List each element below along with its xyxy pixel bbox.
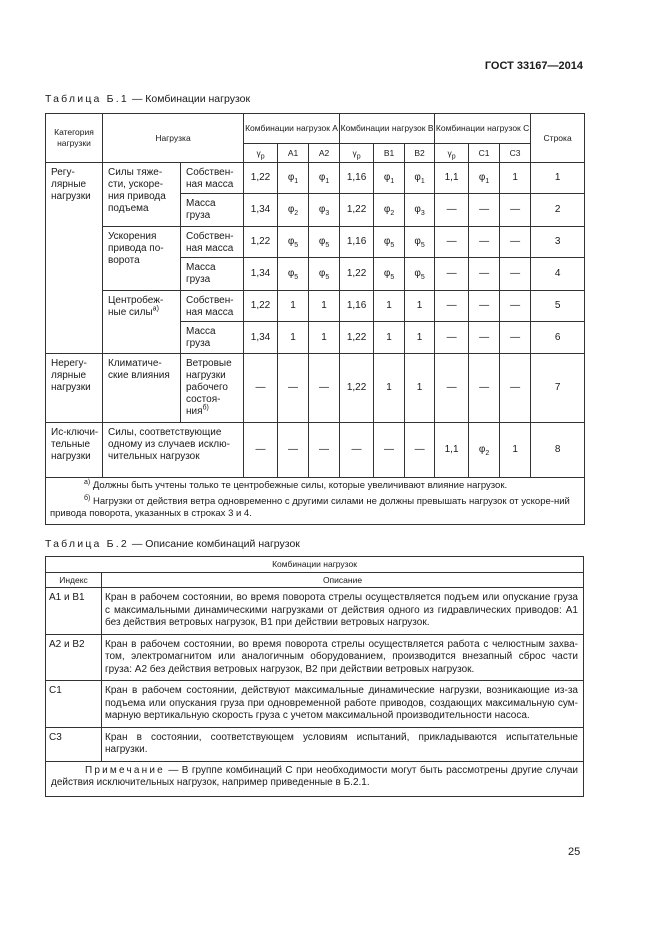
page-number: 25 xyxy=(568,846,581,858)
combo-index: А2 и В2 xyxy=(46,634,102,681)
table1-caption-text: — Комбинации нагрузок xyxy=(128,93,251,105)
cell: — xyxy=(500,227,531,258)
load-test: Силы, соответствующие одному из случаев исклю-чительных нагрузок xyxy=(103,423,244,478)
row-number: 5 xyxy=(531,291,585,322)
header-gamma-c: $\gamma_p$ xyxy=(435,144,469,163)
header-c1: С1 xyxy=(469,144,500,163)
cell: 1 xyxy=(405,291,435,322)
document-header: ГОСТ 33167—2014 xyxy=(484,60,583,72)
cell: 1,1 xyxy=(435,163,469,194)
table-note-row xyxy=(46,761,584,796)
cell: $\varphi_1$ xyxy=(405,163,435,194)
cell: 1 xyxy=(374,354,405,423)
cell: 1,34 xyxy=(244,258,278,291)
cell: 1,1 xyxy=(435,423,469,478)
header-gamma-a: $\gamma_p$ xyxy=(244,144,278,163)
header-combo-a: Комбинации нагрузок А xyxy=(244,114,340,144)
header-a1: А1 xyxy=(278,144,309,163)
footnotes-cell xyxy=(46,478,585,525)
header-index: Индекс xyxy=(46,573,102,588)
cell: — xyxy=(500,258,531,291)
cell: — xyxy=(469,227,500,258)
table2-caption-text: — Описание комбинаций нагрузок xyxy=(128,538,300,550)
cell: — xyxy=(500,354,531,423)
cell: — xyxy=(435,354,469,423)
header-load: Нагрузка xyxy=(103,114,244,163)
cell: 1,22 xyxy=(340,258,374,291)
cell: — xyxy=(469,291,500,322)
cell: $\varphi_1$ xyxy=(278,163,309,194)
header-category: Категория нагрузки xyxy=(46,114,103,163)
cell: 1,22 xyxy=(340,194,374,227)
cell: $\varphi_2$ xyxy=(278,194,309,227)
table-row xyxy=(46,163,585,194)
header-a2: А2 xyxy=(309,144,340,163)
table-row xyxy=(46,634,584,681)
cell: 1 xyxy=(374,322,405,354)
table2-caption xyxy=(45,538,300,550)
cell: — xyxy=(500,322,531,354)
cell: 1,16 xyxy=(340,163,374,194)
cell: — xyxy=(435,258,469,291)
cell: $\varphi_5$ xyxy=(405,227,435,258)
header-b1: В1 xyxy=(374,144,405,163)
row-number: 1 xyxy=(531,163,585,194)
cell: 1 xyxy=(278,291,309,322)
sub-load: Собствен-ная масса xyxy=(181,163,244,194)
header-row: Строка xyxy=(531,114,585,163)
cell: 1,34 xyxy=(244,322,278,354)
header-combo-b: Комбинации нагрузок В xyxy=(340,114,435,144)
table2-note: Примечание — В группе комбинаций С при необходимости могут быть рассмотрены другие случаи действия исключительных нагрузок, например приведенные в Б.2.1. xyxy=(46,761,584,796)
row-number: 4 xyxy=(531,258,585,291)
cell: 1,22 xyxy=(244,227,278,258)
cell: — xyxy=(435,227,469,258)
table-row xyxy=(46,588,584,635)
cell: 1,34 xyxy=(244,194,278,227)
cell: $\varphi_5$ xyxy=(374,227,405,258)
header-b2: В2 xyxy=(405,144,435,163)
row-number: 2 xyxy=(531,194,585,227)
cell: — xyxy=(500,194,531,227)
cell: — xyxy=(278,354,309,423)
cell: — xyxy=(309,354,340,423)
table1-caption-label: Таблица Б.1 xyxy=(45,93,129,105)
table-row xyxy=(46,354,585,423)
cell: $\varphi_5$ xyxy=(309,258,340,291)
cell: $\varphi_5$ xyxy=(278,258,309,291)
cell: — xyxy=(340,423,374,478)
footnote-a: $^{а)}$ Должны быть учтены только те центробежные силы, которые увеличивают влияние нагрузок. xyxy=(84,478,508,491)
cell: 1 xyxy=(405,354,435,423)
header-description: Описание xyxy=(102,573,584,588)
cell: 1 xyxy=(374,291,405,322)
cell: — xyxy=(244,423,278,478)
cell: — xyxy=(469,322,500,354)
cell: 1 xyxy=(278,322,309,354)
cell: 1,22 xyxy=(244,291,278,322)
row-number: 7 xyxy=(531,354,585,423)
header-gamma-b: $\gamma_p$ xyxy=(340,144,374,163)
cell: 1 xyxy=(405,322,435,354)
cell: $\varphi_5$ xyxy=(278,227,309,258)
cell: 1,16 xyxy=(340,227,374,258)
cell: $\varphi_1$ xyxy=(374,163,405,194)
group-regular: Регу-лярные нагрузки xyxy=(46,163,103,354)
cell: $\varphi_5$ xyxy=(374,258,405,291)
sub-load-wind: Ветровые нагрузки рабочего состоя-ния$^{б)}$ xyxy=(181,354,244,423)
load-combinations-table xyxy=(45,113,585,525)
group-irregular: Нерегу-лярные нагрузки xyxy=(46,354,103,423)
cell: $\varphi_3$ xyxy=(309,194,340,227)
cell: 1,16 xyxy=(340,291,374,322)
load-slew: Ускорения привода по-ворота xyxy=(103,227,181,291)
cell: — xyxy=(244,354,278,423)
footnote-b: $^{б)}$ Нагрузки от действия ветра одновременно с другими силами не должны превышать нагрузок от ускоре-ний привода поворота, указанных в строках 3 и 4. xyxy=(50,494,570,519)
cell: $\varphi_1$ xyxy=(309,163,340,194)
cell: $\varphi_2$ xyxy=(374,194,405,227)
table-row xyxy=(46,681,584,728)
load-centrifugal: Центробеж-ные силы$^{а)}$ xyxy=(103,291,181,354)
table-row xyxy=(46,423,585,478)
load-climatic: Климатиче-ские влияния xyxy=(103,354,181,423)
group-exceptional: Ис-ключи-тельные нагрузки xyxy=(46,423,103,478)
row-number: 6 xyxy=(531,322,585,354)
cell: 1 xyxy=(309,291,340,322)
row-number: 8 xyxy=(531,423,585,478)
cell: — xyxy=(405,423,435,478)
sub-load: Масса груза xyxy=(181,194,244,227)
cell: — xyxy=(435,322,469,354)
table2-caption-label: Таблица Б.2 xyxy=(45,538,129,550)
cell: 1 xyxy=(309,322,340,354)
sub-load: Собствен-ная масса xyxy=(181,291,244,322)
combo-index: А1 и В1 xyxy=(46,588,102,635)
table2-title: Комбинации нагрузок xyxy=(46,557,584,573)
table-row xyxy=(46,727,584,761)
cell: 1 xyxy=(500,163,531,194)
cell: — xyxy=(435,291,469,322)
table-footnotes xyxy=(46,478,585,525)
sub-load: Собствен-ная масса xyxy=(181,227,244,258)
cell: 1,22 xyxy=(244,163,278,194)
combo-description: Кран в состоянии, соответствующем условиям испытаний, прикладываются испытательные нагрузки. xyxy=(102,727,584,761)
combo-description: Кран в рабочем состоянии, во время поворота стрелы осуществляется подъем или опускание груза с максимальными динамическими нагрузками от действия одного из гидравлических приводов: А1 без действия ветровых нагрузок, В1 при действии ветровых нагрузок. xyxy=(102,588,584,635)
table-row xyxy=(46,227,585,258)
cell: $\varphi_2$ xyxy=(469,423,500,478)
cell: $\varphi_5$ xyxy=(309,227,340,258)
cell: — xyxy=(435,194,469,227)
cell: $\varphi_3$ xyxy=(405,194,435,227)
cell: — xyxy=(374,423,405,478)
cell: — xyxy=(469,354,500,423)
load-lift: Силы тяже-сти, ускоре-ния привода подъема xyxy=(103,163,181,227)
header-combo-c: Комбинации нагрузок С xyxy=(435,114,531,144)
cell: 1,22 xyxy=(340,354,374,423)
cell: — xyxy=(309,423,340,478)
combo-index: С3 xyxy=(46,727,102,761)
row-number: 3 xyxy=(531,227,585,258)
combination-descriptions-table xyxy=(45,556,584,797)
sub-load: Масса груза xyxy=(181,258,244,291)
cell: 1 xyxy=(500,423,531,478)
sub-load: Масса груза xyxy=(181,322,244,354)
table-row xyxy=(46,291,585,322)
combo-index: С1 xyxy=(46,681,102,728)
cell: — xyxy=(469,258,500,291)
cell: — xyxy=(278,423,309,478)
cell: — xyxy=(469,194,500,227)
combo-description: Кран в рабочем состоянии, во время поворота стрелы осуществляется работа с челюстным захва-том, электромагнитом или аналогичным оборудованием, производится внезапный сброс части груза: А2 без действия ветровых нагрузок, В2 при действии ветровых нагрузок. xyxy=(102,634,584,681)
cell: — xyxy=(500,291,531,322)
header-c3: С3 xyxy=(500,144,531,163)
cell: 1,22 xyxy=(340,322,374,354)
cell: $\varphi_1$ xyxy=(469,163,500,194)
combo-description: Кран в рабочем состоянии, действуют максимальные динамические нагрузки, возникающие из-за подъема или опускания груза при одновременной работе приводов, создающих максимальную сум-марную вертикальную скорость груза с учетом максимальной производительности насоса. xyxy=(102,681,584,728)
table1-caption xyxy=(45,93,250,105)
cell: $\varphi_5$ xyxy=(405,258,435,291)
